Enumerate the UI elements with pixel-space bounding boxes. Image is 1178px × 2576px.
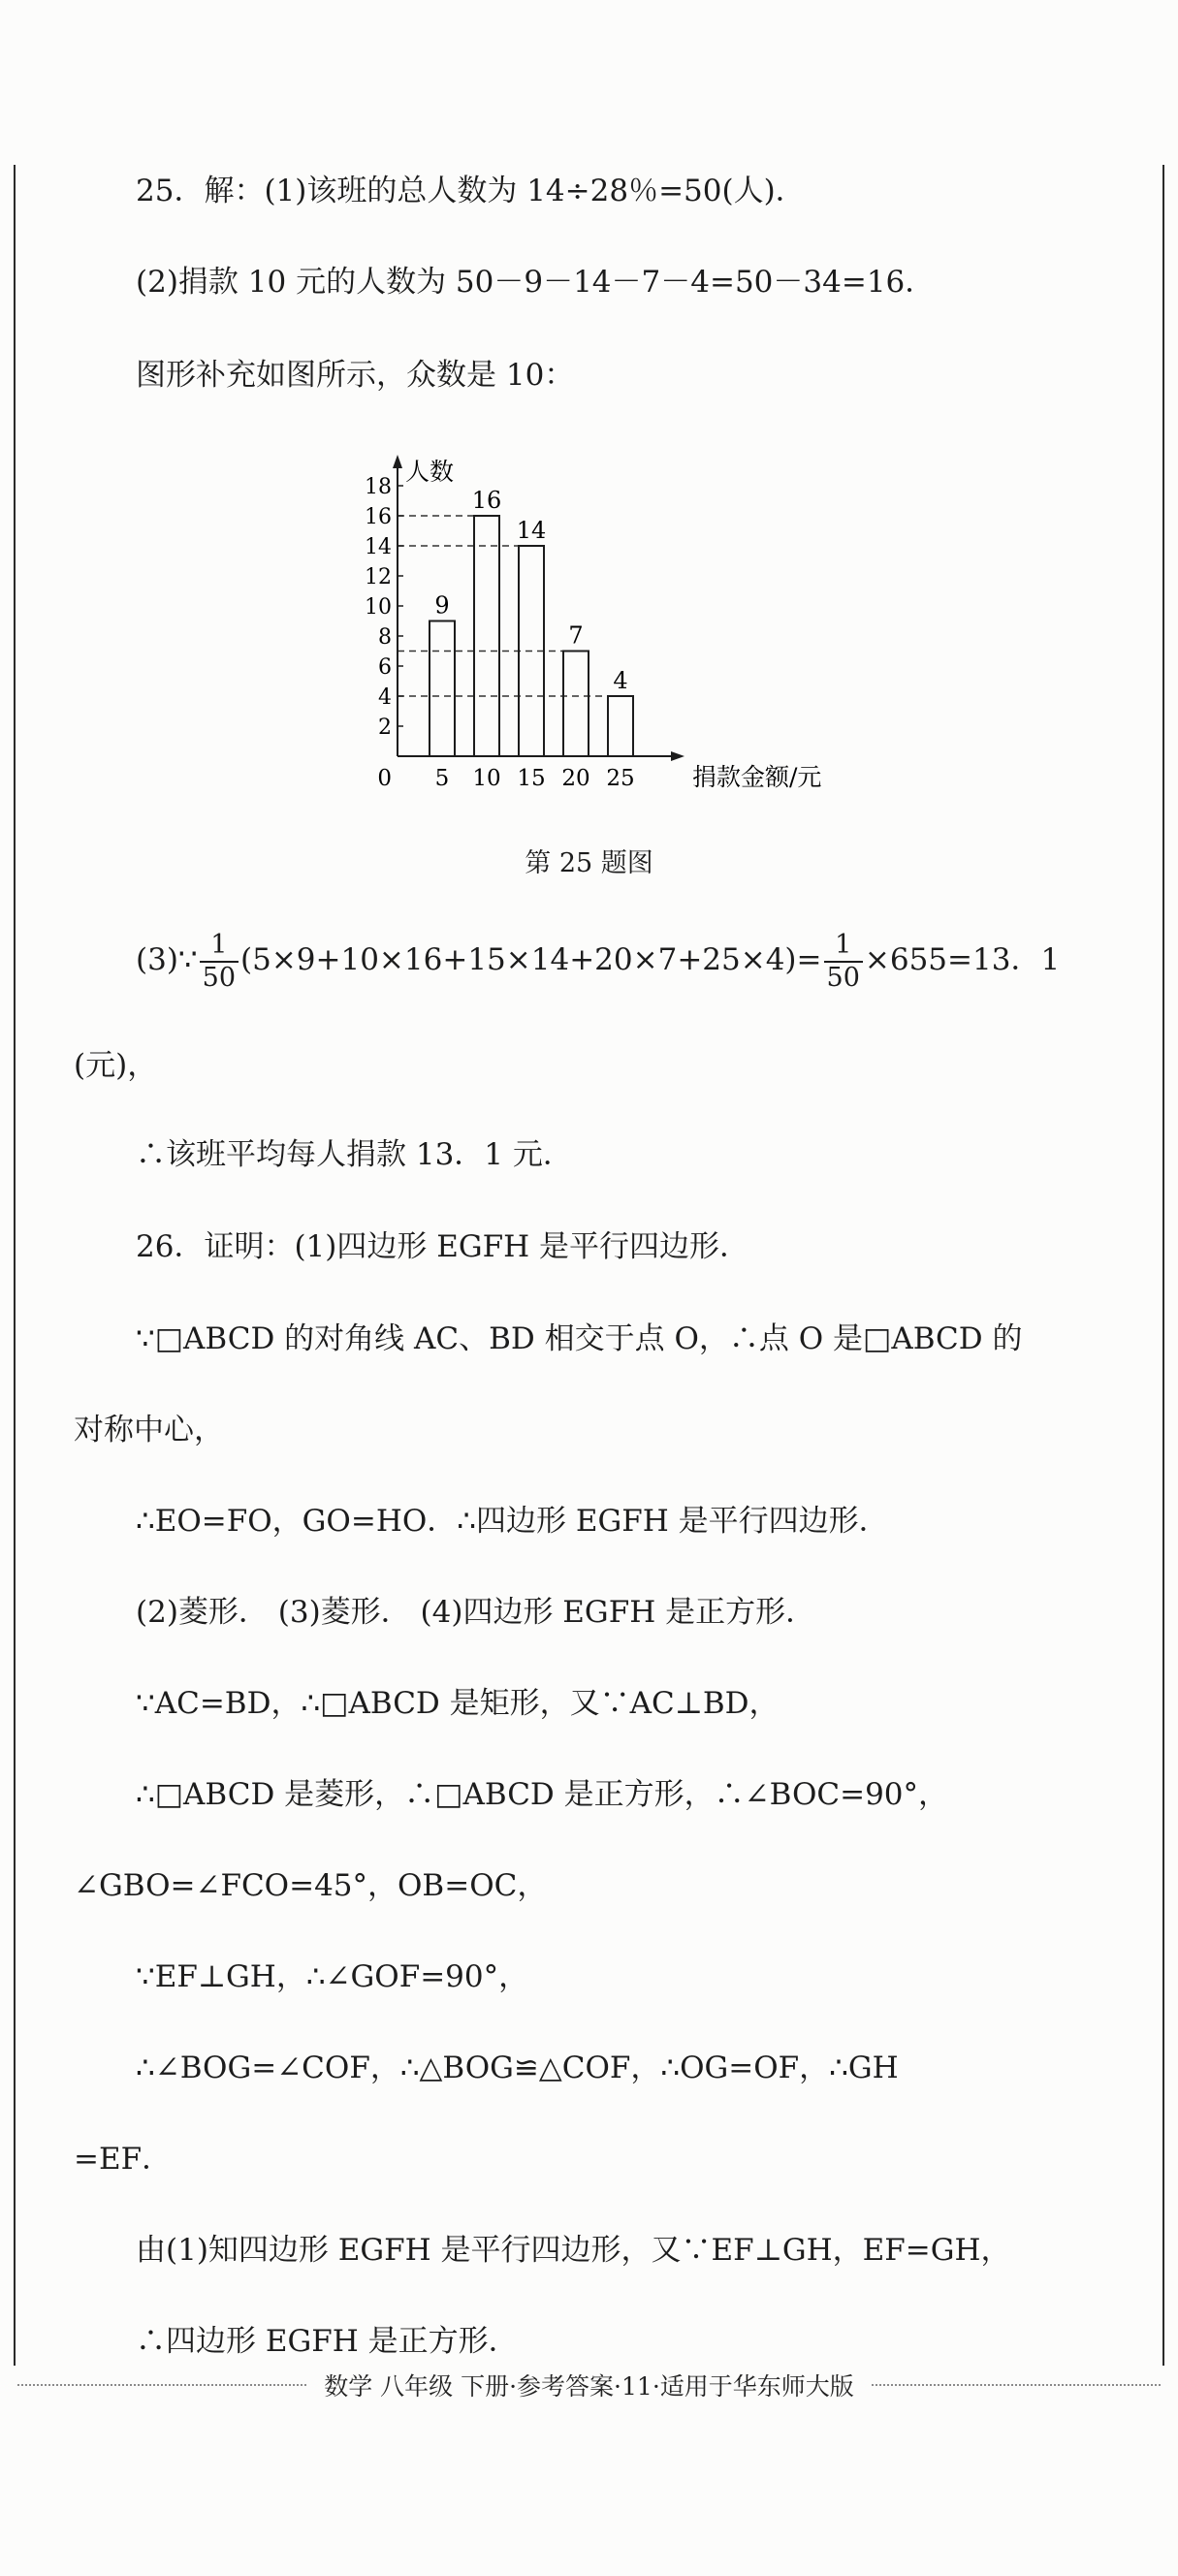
origin-label: 0 <box>377 766 392 791</box>
q26-line-9: ∵EF⊥GH，∴∠GOF=90°， <box>136 1959 529 1994</box>
donation-bar-chart <box>339 436 824 805</box>
x-tick-label-20: 20 <box>561 766 590 791</box>
bar-10 <box>474 516 499 756</box>
y-tick-label-6: 6 <box>378 655 392 680</box>
page-footer <box>0 2366 1178 2404</box>
bar-25 <box>608 696 633 756</box>
q25-line-4-post: ×655=13．1 <box>864 942 1061 977</box>
y-tick-label-18: 18 <box>365 475 392 499</box>
bar-5 <box>430 621 455 757</box>
q25-line-1: 25．解：(1)该班的总人数为 14÷28％=50(人)． <box>136 174 806 208</box>
y-tick-label-10: 10 <box>365 595 392 620</box>
fraction-one-fiftieth-2 <box>824 930 863 994</box>
y-tick-label-12: 12 <box>365 565 392 589</box>
fraction-numerator: 1 <box>200 930 239 963</box>
q25-line-4-mid: (5×9+10×16+15×14+20×7+25×4)= <box>240 942 822 977</box>
q26-line-13: ∴四边形 EGFH 是正方形． <box>136 2324 519 2359</box>
footer-dotted-rule-right <box>872 2384 1161 2386</box>
fraction-denominator: 50 <box>202 962 236 993</box>
x-tick-label-15: 15 <box>517 766 546 791</box>
fraction-one-fiftieth <box>200 930 239 994</box>
q26-line-11: =EF． <box>74 2142 173 2177</box>
q26-line-7: ∴□ABCD 是菱形，∴□ABCD 是正方形，∴∠BOC=90°， <box>136 1777 949 1812</box>
q26-line-3: 对称中心， <box>74 1413 224 1447</box>
x-axis-title: 捐款金额/元 <box>692 763 822 791</box>
chart-caption: 第 25 题图 <box>525 848 653 878</box>
x-tick-label-10: 10 <box>472 766 501 791</box>
q26-line-4: ∴EO=FO，GO=HO．∴四边形 EGFH 是平行四边形． <box>136 1504 889 1539</box>
q25-line-6: ∴该班平均每人捐款 13．1 元． <box>136 1137 573 1172</box>
footer-dotted-rule-left <box>17 2384 306 2386</box>
q25-line-5: (元)， <box>74 1048 158 1083</box>
x-tick-label-25: 25 <box>606 766 635 791</box>
q25-line-2: (2)捐款 10 元的人数为 50－9－14－7－4=50－34=16． <box>136 265 936 300</box>
x-axis-arrow <box>671 751 685 761</box>
data-label-15: 14 <box>516 517 547 544</box>
data-label-25: 4 <box>613 667 628 694</box>
q25-line-4 <box>136 926 1060 994</box>
right-margin-rule <box>1162 165 1164 2366</box>
q26-line-8: ∠GBO=∠FCO=45°，OB=OC， <box>74 1868 548 1903</box>
fraction-denominator: 50 <box>826 962 860 993</box>
y-tick-label-14: 14 <box>365 535 392 559</box>
q26-line-5: (2)菱形． (3)菱形． (4)四边形 EGFH 是正方形． <box>136 1595 816 1630</box>
q26-line-1: 26．证明：(1)四边形 EGFH 是平行四边形． <box>136 1229 750 1264</box>
y-tick-label-8: 8 <box>378 625 392 650</box>
q26-line-10: ∴∠BOG=∠COF，∴△BOG≌△COF，∴OG=OF，∴GH <box>136 2051 899 2085</box>
data-label-5: 9 <box>434 591 450 620</box>
q26-line-6: ∵AC=BD，∴□ABCD 是矩形，又∵AC⊥BD， <box>136 1686 780 1721</box>
footer-text: 数学 八年级 下册·参考答案·11·适用于华东师大版 <box>324 2372 854 2401</box>
q26-line-12: 由(1)知四边形 EGFH 是平行四边形，又∵EF⊥GH，EF=GH， <box>136 2233 1011 2268</box>
data-label-20: 7 <box>568 621 584 650</box>
y-tick-label-16: 16 <box>365 505 392 529</box>
q25-line-4-pre: (3)∵ <box>136 942 198 977</box>
y-axis-title: 人数 <box>405 458 455 486</box>
y-tick-label-2: 2 <box>378 716 392 740</box>
left-margin-rule <box>14 165 16 2366</box>
y-axis-arrow <box>393 455 402 468</box>
fraction-numerator: 1 <box>824 930 863 963</box>
data-label-10: 16 <box>471 487 502 514</box>
q26-line-2: ∵□ABCD 的对角线 AC、BD 相交于点 O，∴点 O 是□ABCD 的 <box>136 1321 1023 1356</box>
q25-line-3: 图形补充如图所示，众数是 10： <box>136 358 575 393</box>
x-tick-label-5: 5 <box>434 766 450 791</box>
bar-20 <box>563 652 589 757</box>
y-tick-label-4: 4 <box>378 685 392 710</box>
